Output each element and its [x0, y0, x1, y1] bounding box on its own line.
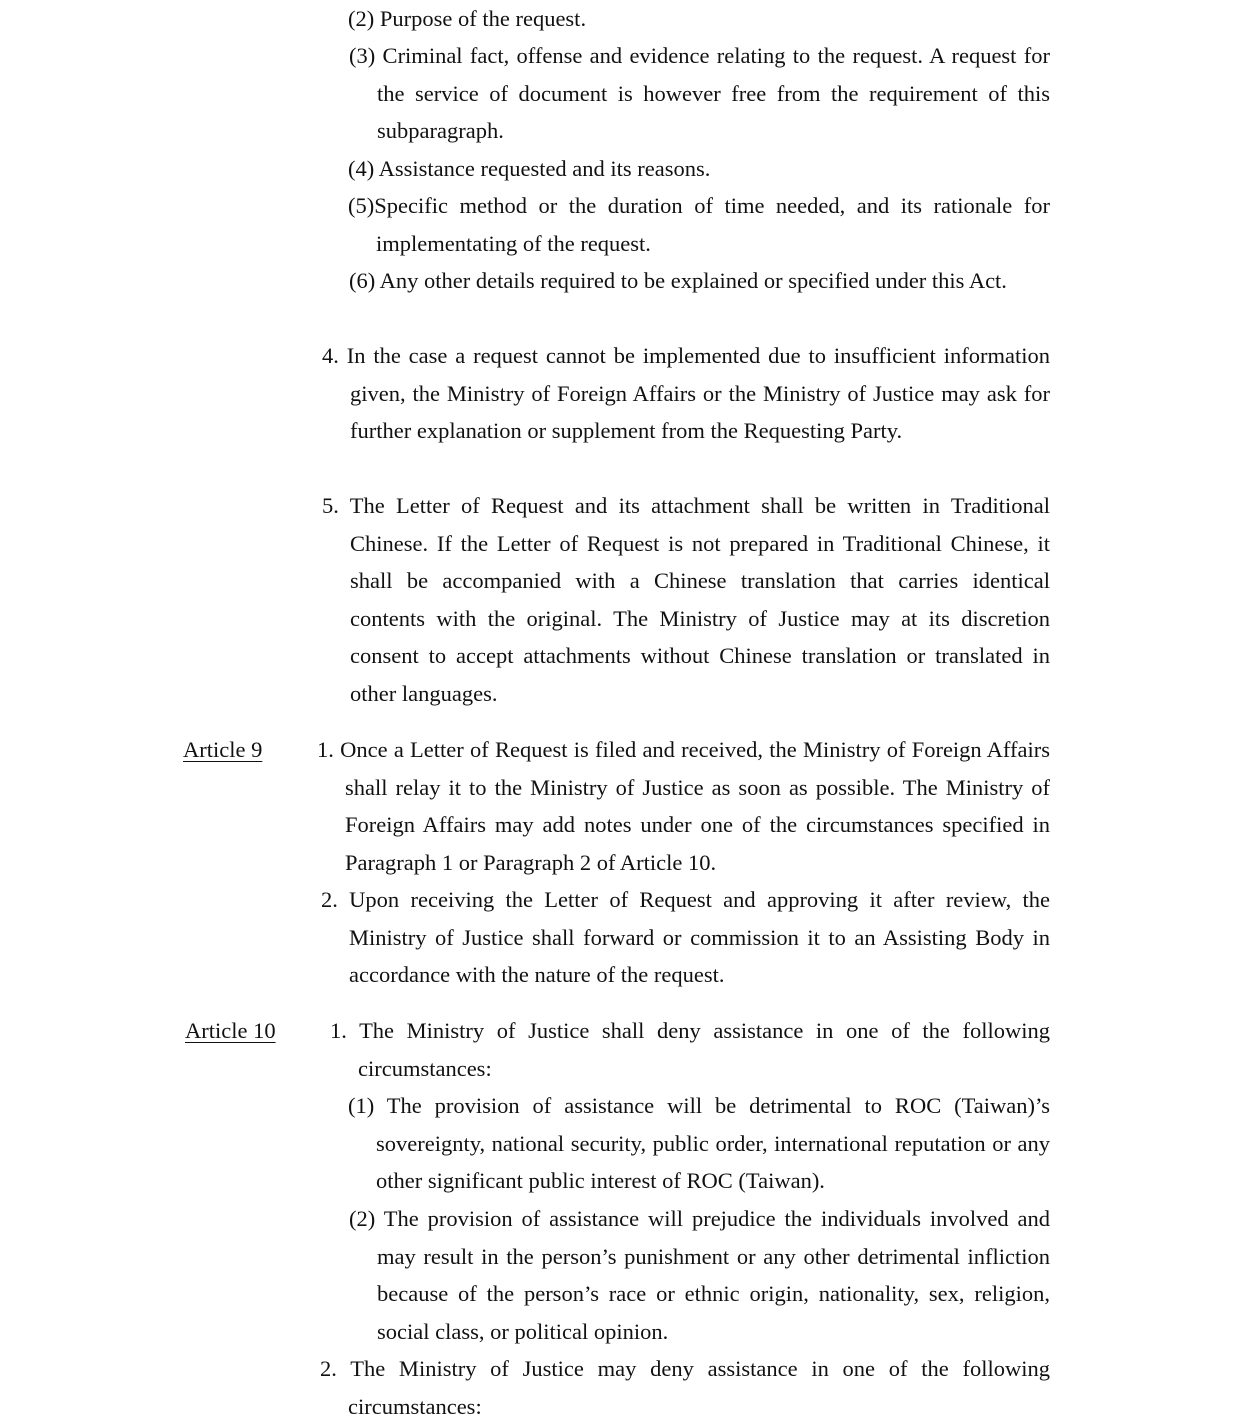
paragraph-4: 4. In the case a request cannot be implemented due to insufficient information given, the Ministry of Foreign Affairs or the Ministry of Justice may ask for further explanation or supplement from the Requesting Party. [322, 343, 1050, 443]
article-10-subparagraph-2: (2) The provision of assistance will prejudice the individuals involved and may result in the person’s punishment or any other detrimental infliction because of the person’s race or ethnic origin, nationality, sex, religion, social class, or political opinion. [349, 1206, 1050, 1344]
article-10-subparagraph-1: (1) The provision of assistance will be detrimental to ROC (Taiwan)’s sovereignty, national security, public order, international reputation or any other significant public interest of ROC (Taiwan). [348, 1093, 1050, 1193]
subparagraph-4: (4) Assistance requested and its reasons. [348, 156, 711, 181]
subparagraph-2: (2) Purpose of the request. [348, 6, 587, 31]
article-10-paragraph-1: 1. The Ministry of Justice shall deny assistance in one of the following circumstances: [330, 1018, 1050, 1081]
subparagraph-6: (6) Any other details required to be explained or specified under this Act. [349, 268, 1007, 293]
article-9-paragraph-2: 2. Upon receiving the Letter of Request and approving it after review, the Ministry of Justice shall forward or commission it to an Assisting Body in accordance with the nature of the request. [321, 887, 1050, 987]
paragraph-5: 5. The Letter of Request and its attachment shall be written in Traditional Chinese. If the Letter of Request is not prepared in Traditional Chinese, it shall be accompanied with a Chinese translation that carries identical contents with the original. The Ministry of Justice may at its discretion consent to accept attachments without Chinese translation or translated in other languages. [322, 493, 1050, 706]
subparagraph-5: (5)Specific method or the duration of time needed, and its rationale for implementating of the request. [348, 193, 1050, 256]
article-10-heading: Article 10 [185, 1018, 276, 1043]
subparagraph-3: (3) Criminal fact, offense and evidence relating to the request. A request for the service of document is however free from the requirement of this subparagraph. [349, 43, 1050, 143]
article-10-paragraph-2: 2. The Ministry of Justice may deny assistance in one of the following circumstances: [320, 1356, 1050, 1419]
article-9-paragraph-1: 1. Once a Letter of Request is filed and received, the Ministry of Foreign Affairs shall relay it to the Ministry of Justice as soon as possible. The Ministry of Foreign Affairs may add notes under one of the circumstances specified in Paragraph 1 or Paragraph 2 of Article 10. [317, 737, 1050, 875]
article-9-heading: Article 9 [183, 737, 263, 762]
